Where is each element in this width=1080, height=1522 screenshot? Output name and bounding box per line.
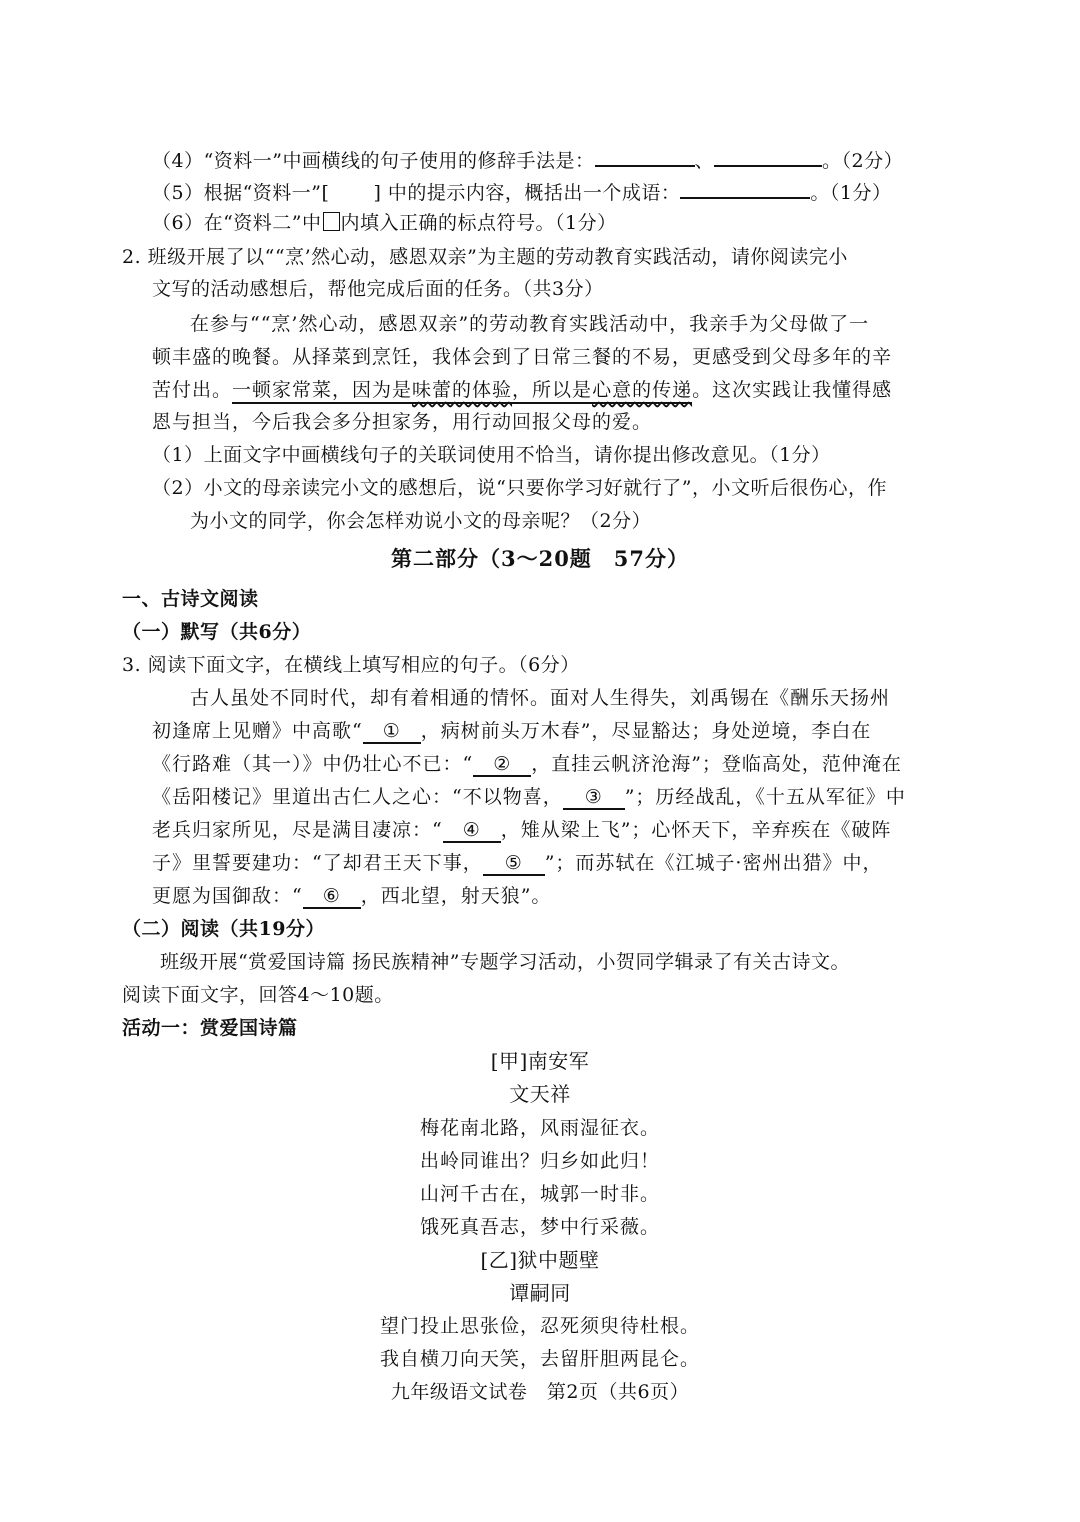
poem-jia-line-2: 出岭同谁出？归乡如此归！ [419, 1150, 660, 1172]
q1-sub4-separator: 、 [694, 150, 715, 172]
q3-text: ，病树前头万木春”，尽显豁达；身处逆境，李白在 [420, 720, 872, 742]
passage-text: 苦付出。 [152, 379, 233, 401]
q2-intro-line-2: 文写的活动感想后，帮他完成后面的任务。（共3分） [152, 278, 604, 300]
underlined-text: ，所以是 [512, 379, 593, 401]
q2-task-2-line-2: 为小文的同学，你会怎样劝说小文的母亲呢？（2分） [190, 510, 652, 532]
poem-jia-line-4: 饿死真吾志，梦中行采薇。 [419, 1216, 660, 1238]
q3-text: ，直挂云帆济沧海”；登临高处，范仲淹在 [531, 753, 902, 775]
q2-task-2-line-1: （2）小文的母亲读完小文的感想后，说“只要你学习好就行了”，小文听后很伤心，作 [152, 477, 888, 499]
q2-passage-line-1: 在参与““烹’然心动，感恩双亲”的劳动教育实践活动中，我亲手为父母做了一 [190, 313, 870, 335]
q3-text: 老兵归家所见，尽是满目凄凉：“ [152, 819, 443, 841]
q3-line-3 [152, 750, 902, 778]
underlined-sentence [232, 379, 692, 404]
q1-sub4-text: （4）“资料一”中画横线的句子使用的修辞手法是： [152, 150, 595, 172]
q3-text: 更愿为国御敌：“ [152, 885, 303, 907]
activity-heading: 活动一：赏爱国诗篇 [122, 1017, 298, 1039]
reading-intro-line-1: 班级开展“赏爱国诗篇 扬民族精神”专题学习活动，小贺同学辑录了有关古诗文。 [160, 951, 850, 973]
fill-blank-3[interactable]: ③ [563, 786, 625, 810]
underlined-text: 一顿家常菜，因为是 [232, 379, 413, 401]
q2-task-1: （1）上面文字中画横线句子的关联词使用不恰当，请你提出修改意见。（1分） [152, 444, 831, 466]
fill-blank-1[interactable]: ① [363, 720, 421, 744]
q1-sub4-score: 。（2分） [822, 150, 904, 172]
q3-text: 《岳阳楼记》里道出古仁人之心：“不以物喜， [152, 786, 563, 808]
q3-text: ”；历经战乱，《十五从军征》中 [624, 786, 906, 808]
answer-blank [714, 145, 822, 167]
subsection-heading-2: （二）阅读（共19分） [122, 918, 325, 940]
fill-blank-5[interactable]: ⑤ [483, 852, 545, 876]
q3-line-1: 古人虽处不同时代，却有着相通的情怀。面对人生得失，刘禹锡在《酬乐天扬州 [190, 687, 891, 709]
q3-text: ”；而苏轼在《江城子·密州出猎》中， [544, 852, 883, 874]
fill-blank-4[interactable]: ④ [443, 819, 501, 843]
q1-sub5-text: （5）根据“资料一”[ [152, 182, 330, 204]
q3-text: 初逢席上见赠》中高歌“ [152, 720, 363, 742]
punctuation-box [323, 212, 340, 231]
poem-yi-line-2: 我自横刀向天笑，去留肝胆两昆仑。 [379, 1348, 700, 1370]
part2-title: 第二部分（3～20题 57分） [390, 546, 690, 571]
poem-yi-line-1: 望门投止思张俭，忍死须臾待杜根。 [379, 1315, 700, 1337]
q1-sub5-text-2: ] 中的提示内容，概括出一个成语： [373, 182, 681, 204]
q3-text: 子》里誓要建功：“了却君王天下事， [152, 852, 483, 874]
answer-blank [680, 177, 810, 199]
q2-passage-line-2: 顿丰盛的晚餐。从择菜到烹饪，我体会到了日常三餐的不易，更感受到父母多年的辛 [152, 346, 893, 368]
poem-jia-title: [甲]南安军 [490, 1049, 590, 1073]
q3-line-2 [152, 717, 871, 745]
q1-sub5 [152, 177, 891, 207]
q3-title: 3. 阅读下面文字，在横线上填写相应的句子。（6分） [122, 654, 580, 676]
answer-blank [595, 145, 695, 167]
q1-sub6 [152, 209, 617, 237]
wavy-underlined-text: 心意的传递 [592, 379, 693, 401]
q3-text: ，西北望，射天狼”。 [360, 885, 552, 907]
wavy-underlined-text: 味蕾的体验 [412, 379, 513, 401]
fill-blank-2[interactable]: ② [473, 753, 531, 777]
section-heading: 一、古诗文阅读 [122, 588, 259, 610]
q1-sub4 [152, 145, 903, 175]
poem-yi-author: 谭嗣同 [509, 1281, 571, 1305]
fill-blank-6[interactable]: ⑥ [303, 885, 361, 909]
q2-passage-line-3 [152, 376, 892, 404]
subsection-heading: （一）默写（共6分） [122, 621, 312, 643]
q2-intro-line-1: 2. 班级开展了以““烹’然心动，感恩双亲”为主题的劳动教育实践活动，请你阅读完小 [122, 246, 848, 268]
q3-line-7 [152, 882, 551, 910]
poem-jia-line-1: 梅花南北路，风雨湿征衣。 [419, 1117, 660, 1139]
poem-jia-line-3: 山河千古在，城郭一时非。 [419, 1183, 660, 1205]
q2-passage-line-4: 恩与担当，今后我会多分担家务，用行动回报父母的爱。 [152, 411, 653, 433]
q3-text: 《行路难（其一）》中仍壮心不已：“ [152, 753, 474, 775]
q3-line-6 [152, 849, 882, 877]
poem-jia-author: 文天祥 [509, 1082, 571, 1106]
reading-intro-line-2: 阅读下面文字，回答4～10题。 [122, 984, 394, 1006]
q3-text: ，雉从梁上飞”；心怀天下，辛弃疾在《破阵 [500, 819, 892, 841]
q3-line-4 [152, 783, 906, 811]
poem-yi-title: [乙]狱中题壁 [480, 1248, 600, 1272]
q1-sub6-score: 内填入正确的标点符号。（1分） [340, 212, 617, 234]
q3-line-5 [152, 816, 891, 844]
q1-sub6-text: （6）在“资料二”中 [152, 212, 322, 234]
page-footer: 九年级语文试卷 第2页（共6页） [390, 1381, 690, 1403]
passage-text: 。这次实践让我懂得感 [692, 379, 893, 401]
q1-sub5-score: 。（1分） [810, 182, 892, 204]
